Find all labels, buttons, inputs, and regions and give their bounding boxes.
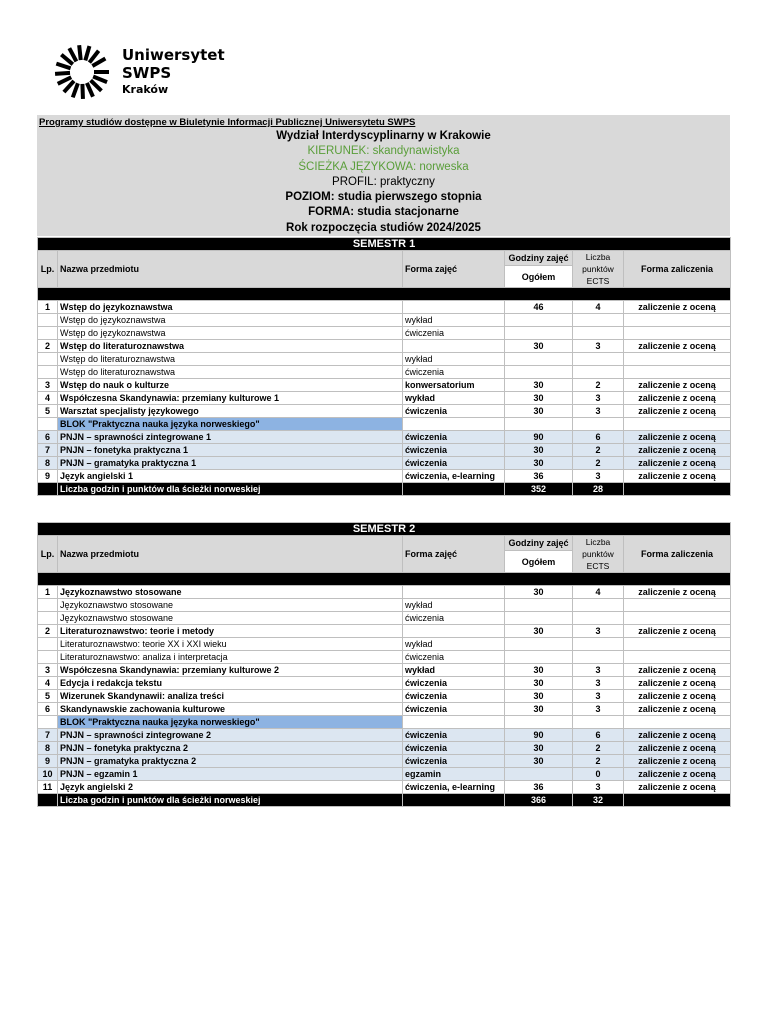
rok-line: Rok rozpoczęcia studiów 2024/2025 bbox=[286, 221, 481, 234]
row-forma: ćwiczenia, e-learning bbox=[403, 470, 505, 483]
subject-row bbox=[38, 405, 731, 418]
row-zaliczenie: zaliczenie z oceną bbox=[624, 703, 731, 716]
row-zaliczenie: zaliczenie z oceną bbox=[624, 729, 731, 742]
row-name: Język angielski 1 bbox=[58, 470, 403, 483]
row-lp bbox=[38, 327, 58, 340]
subject-row bbox=[38, 379, 731, 392]
row-forma bbox=[403, 301, 505, 314]
row-ects: 2 bbox=[573, 742, 624, 755]
poziom-line: POZIOM: studia pierwszego stopnia bbox=[285, 191, 482, 204]
row-name: Wstęp do językoznawstwa bbox=[58, 327, 403, 340]
row-name: Warsztat specjalisty językowego bbox=[58, 405, 403, 418]
row-lp: 5 bbox=[38, 405, 58, 418]
row-forma: ćwiczenia bbox=[403, 729, 505, 742]
separator-bar bbox=[38, 573, 731, 586]
row-forma: ćwiczenia bbox=[403, 651, 505, 664]
row-hours: 90 bbox=[505, 729, 573, 742]
row-ects bbox=[573, 638, 624, 651]
subject-row bbox=[38, 431, 731, 444]
row-hours bbox=[505, 651, 573, 664]
col-lp: Lp. bbox=[38, 536, 58, 573]
row-name: Literaturoznawstwo: analiza i interpretacja bbox=[58, 651, 403, 664]
row-hours bbox=[505, 716, 573, 729]
row-name: Językoznawstwo stosowane bbox=[58, 586, 403, 599]
row-forma: wykład bbox=[403, 599, 505, 612]
row-forma: ćwiczenia bbox=[403, 457, 505, 470]
row-ects bbox=[573, 716, 624, 729]
row-hours: 30 bbox=[505, 586, 573, 599]
subject-subrow bbox=[38, 651, 731, 664]
row-lp bbox=[38, 599, 58, 612]
row-zaliczenie: zaliczenie z oceną bbox=[624, 444, 731, 457]
row-lp: 4 bbox=[38, 677, 58, 690]
row-lp: 1 bbox=[38, 586, 58, 599]
row-lp: 8 bbox=[38, 742, 58, 755]
row-name: Wizerunek Skandynawii: analiza treści bbox=[58, 690, 403, 703]
row-name: Język angielski 2 bbox=[58, 781, 403, 794]
row-name: Literaturoznawstwo: teorie i metody bbox=[58, 625, 403, 638]
row-lp: 5 bbox=[38, 690, 58, 703]
row-ects bbox=[573, 327, 624, 340]
row-forma: wykład bbox=[403, 638, 505, 651]
row-zaliczenie bbox=[624, 612, 731, 625]
row-hours: 36 bbox=[505, 781, 573, 794]
row-zaliczenie: zaliczenie z oceną bbox=[624, 768, 731, 781]
subject-subrow bbox=[38, 327, 731, 340]
sum-label: Liczba godzin i punktów dla ścieżki norweskiej bbox=[58, 794, 403, 807]
col-ogolem: Ogółem bbox=[505, 551, 573, 573]
sum-hours: 366 bbox=[505, 794, 573, 807]
col-name: Nazwa przedmiotu bbox=[58, 536, 403, 573]
bip-link[interactable]: Programy studiów dostępne w Biuletynie Informacji Publicznej Uniwersytetu SWPS bbox=[39, 117, 416, 128]
row-name: Wstęp do literaturoznawstwa bbox=[58, 340, 403, 353]
row-lp: 6 bbox=[38, 703, 58, 716]
row-forma: ćwiczenia bbox=[403, 405, 505, 418]
row-lp: 7 bbox=[38, 444, 58, 457]
row-zaliczenie bbox=[624, 638, 731, 651]
row-hours: 30 bbox=[505, 392, 573, 405]
subject-row bbox=[38, 301, 731, 314]
row-hours: 30 bbox=[505, 664, 573, 677]
subject-row bbox=[38, 729, 731, 742]
row-name: BLOK "Praktyczna nauka języka norweskiego" bbox=[58, 716, 403, 729]
row-zaliczenie: zaliczenie z oceną bbox=[624, 690, 731, 703]
row-forma: ćwiczenia bbox=[403, 431, 505, 444]
row-lp bbox=[38, 418, 58, 431]
row-forma: ćwiczenia bbox=[403, 755, 505, 768]
row-zaliczenie bbox=[624, 366, 731, 379]
subject-subrow bbox=[38, 599, 731, 612]
subject-subrow bbox=[38, 353, 731, 366]
row-forma: ćwiczenia bbox=[403, 677, 505, 690]
row-zaliczenie: zaliczenie z oceną bbox=[624, 340, 731, 353]
sum-ects: 32 bbox=[573, 794, 624, 807]
row-zaliczenie: zaliczenie z oceną bbox=[624, 379, 731, 392]
row-name: Literaturoznawstwo: teorie XX i XXI wieku bbox=[58, 638, 403, 651]
row-hours: 36 bbox=[505, 470, 573, 483]
row-lp bbox=[38, 638, 58, 651]
row-ects bbox=[573, 353, 624, 366]
row-forma: ćwiczenia bbox=[403, 366, 505, 379]
row-forma bbox=[403, 340, 505, 353]
row-lp: 7 bbox=[38, 729, 58, 742]
row-ects: 2 bbox=[573, 755, 624, 768]
row-name: Językoznawstwo stosowane bbox=[58, 599, 403, 612]
row-hours bbox=[505, 353, 573, 366]
row-forma: konwersatorium bbox=[403, 379, 505, 392]
row-ects bbox=[573, 599, 624, 612]
row-hours bbox=[505, 638, 573, 651]
row-hours: 30 bbox=[505, 703, 573, 716]
row-lp: 2 bbox=[38, 340, 58, 353]
sum-label: Liczba godzin i punktów dla ścieżki norweskiej bbox=[58, 483, 403, 496]
row-hours: 30 bbox=[505, 405, 573, 418]
row-lp: 3 bbox=[38, 379, 58, 392]
program-header bbox=[37, 115, 730, 236]
row-forma: wykład bbox=[403, 392, 505, 405]
row-hours bbox=[505, 327, 573, 340]
subject-row bbox=[38, 768, 731, 781]
sum-row bbox=[38, 794, 731, 807]
row-ects: 3 bbox=[573, 625, 624, 638]
separator-bar bbox=[38, 288, 731, 301]
subject-subrow bbox=[38, 314, 731, 327]
row-ects bbox=[573, 314, 624, 327]
row-lp: 3 bbox=[38, 664, 58, 677]
row-name: Współczesna Skandynawia: przemiany kulturowe 2 bbox=[58, 664, 403, 677]
semester-title: SEMESTR 2 bbox=[38, 523, 731, 536]
swps-logo-icon bbox=[50, 44, 114, 100]
row-zaliczenie bbox=[624, 651, 731, 664]
row-lp bbox=[38, 366, 58, 379]
row-forma: ćwiczenia, e-learning bbox=[403, 781, 505, 794]
row-zaliczenie: zaliczenie z oceną bbox=[624, 392, 731, 405]
row-zaliczenie bbox=[624, 418, 731, 431]
row-forma: ćwiczenia bbox=[403, 327, 505, 340]
row-zaliczenie bbox=[624, 314, 731, 327]
row-hours: 30 bbox=[505, 379, 573, 392]
row-ects: 3 bbox=[573, 405, 624, 418]
row-name: BLOK "Praktyczna nauka języka norweskiego" bbox=[58, 418, 403, 431]
subject-subrow bbox=[38, 612, 731, 625]
row-ects: 3 bbox=[573, 470, 624, 483]
subject-subrow bbox=[38, 638, 731, 651]
row-name: Językoznawstwo stosowane bbox=[58, 612, 403, 625]
subject-row bbox=[38, 457, 731, 470]
row-zaliczenie: zaliczenie z oceną bbox=[624, 586, 731, 599]
row-hours: 30 bbox=[505, 755, 573, 768]
row-ects: 3 bbox=[573, 690, 624, 703]
row-name: PNJN – sprawności zintegrowane 2 bbox=[58, 729, 403, 742]
logo-line-2: SWPS bbox=[122, 64, 172, 82]
row-zaliczenie: zaliczenie z oceną bbox=[624, 470, 731, 483]
row-ects: 3 bbox=[573, 664, 624, 677]
row-name: Edycja i redakcja tekstu bbox=[58, 677, 403, 690]
subject-row bbox=[38, 392, 731, 405]
row-ects: 3 bbox=[573, 703, 624, 716]
row-hours: 90 bbox=[505, 431, 573, 444]
subject-row bbox=[38, 781, 731, 794]
row-ects: 0 bbox=[573, 768, 624, 781]
row-lp: 10 bbox=[38, 768, 58, 781]
subject-row bbox=[38, 470, 731, 483]
row-forma: wykład bbox=[403, 664, 505, 677]
subject-row bbox=[38, 742, 731, 755]
row-zaliczenie: zaliczenie z oceną bbox=[624, 301, 731, 314]
subject-row bbox=[38, 690, 731, 703]
row-forma: wykład bbox=[403, 314, 505, 327]
subject-row bbox=[38, 625, 731, 638]
row-zaliczenie: zaliczenie z oceną bbox=[624, 405, 731, 418]
row-name: Wstęp do literaturoznawstwa bbox=[58, 366, 403, 379]
col-ects: Liczba punktów ECTS bbox=[573, 536, 624, 573]
subject-row bbox=[38, 664, 731, 677]
row-zaliczenie bbox=[624, 599, 731, 612]
subject-row bbox=[38, 444, 731, 457]
row-ects bbox=[573, 366, 624, 379]
faculty-title: Wydział Interdyscyplinarny w Krakowie bbox=[276, 130, 491, 142]
block-row bbox=[38, 716, 731, 729]
row-ects: 3 bbox=[573, 392, 624, 405]
row-forma bbox=[403, 625, 505, 638]
row-ects: 2 bbox=[573, 457, 624, 470]
row-zaliczenie: zaliczenie z oceną bbox=[624, 457, 731, 470]
row-ects: 3 bbox=[573, 781, 624, 794]
row-hours: 30 bbox=[505, 457, 573, 470]
row-hours bbox=[505, 366, 573, 379]
col-forma: Forma zajęć bbox=[403, 536, 505, 573]
col-zal: Forma zaliczenia bbox=[624, 251, 731, 288]
row-hours: 30 bbox=[505, 742, 573, 755]
row-hours bbox=[505, 612, 573, 625]
row-hours: 30 bbox=[505, 625, 573, 638]
subject-row bbox=[38, 586, 731, 599]
row-hours bbox=[505, 314, 573, 327]
col-godziny: Godziny zajęć bbox=[505, 536, 573, 551]
sciezka-line: ŚCIEŻKA JĘZYKOWA: norweska bbox=[298, 160, 469, 173]
sum-ects: 28 bbox=[573, 483, 624, 496]
row-hours: 30 bbox=[505, 340, 573, 353]
row-ects: 4 bbox=[573, 301, 624, 314]
row-name: Wstęp do językoznawstwa bbox=[58, 314, 403, 327]
col-forma: Forma zajęć bbox=[403, 251, 505, 288]
row-hours: 30 bbox=[505, 690, 573, 703]
row-name: PNJN – egzamin 1 bbox=[58, 768, 403, 781]
subject-subrow bbox=[38, 366, 731, 379]
row-forma bbox=[403, 716, 505, 729]
col-zal: Forma zaliczenia bbox=[624, 536, 731, 573]
row-lp: 8 bbox=[38, 457, 58, 470]
row-hours bbox=[505, 599, 573, 612]
row-hours: 46 bbox=[505, 301, 573, 314]
col-ogolem: Ogółem bbox=[505, 266, 573, 288]
row-zaliczenie bbox=[624, 327, 731, 340]
row-name: PNJN – gramatyka praktyczna 2 bbox=[58, 755, 403, 768]
col-godziny: Godziny zajęć bbox=[505, 251, 573, 266]
row-lp bbox=[38, 353, 58, 366]
row-zaliczenie: zaliczenie z oceną bbox=[624, 755, 731, 768]
row-forma bbox=[403, 418, 505, 431]
row-lp: 9 bbox=[38, 755, 58, 768]
subject-row bbox=[38, 677, 731, 690]
sum-hours: 352 bbox=[505, 483, 573, 496]
row-forma bbox=[403, 586, 505, 599]
row-name: PNJN – gramatyka praktyczna 1 bbox=[58, 457, 403, 470]
row-lp: 6 bbox=[38, 431, 58, 444]
row-forma: egzamin bbox=[403, 768, 505, 781]
kierunek-line: KIERUNEK: skandynawistyka bbox=[307, 145, 460, 158]
semester-2-table bbox=[37, 522, 731, 807]
row-ects: 2 bbox=[573, 379, 624, 392]
row-name: PNJN – fonetyka praktyczna 2 bbox=[58, 742, 403, 755]
row-hours: 30 bbox=[505, 677, 573, 690]
row-ects bbox=[573, 651, 624, 664]
row-lp: 2 bbox=[38, 625, 58, 638]
row-name: Skandynawskie zachowania kulturowe bbox=[58, 703, 403, 716]
row-zaliczenie: zaliczenie z oceną bbox=[624, 625, 731, 638]
row-ects bbox=[573, 418, 624, 431]
row-forma: ćwiczenia bbox=[403, 690, 505, 703]
logo-line-3: Kraków bbox=[122, 83, 169, 96]
row-lp: 9 bbox=[38, 470, 58, 483]
row-ects: 3 bbox=[573, 340, 624, 353]
row-forma: ćwiczenia bbox=[403, 703, 505, 716]
row-name: Współczesna Skandynawia: przemiany kulturowe 1 bbox=[58, 392, 403, 405]
row-forma: wykład bbox=[403, 353, 505, 366]
row-name: PNJN – sprawności zintegrowane 1 bbox=[58, 431, 403, 444]
row-name: PNJN – fonetyka praktyczna 1 bbox=[58, 444, 403, 457]
row-name: Wstęp do językoznawstwa bbox=[58, 301, 403, 314]
row-zaliczenie: zaliczenie z oceną bbox=[624, 781, 731, 794]
row-zaliczenie: zaliczenie z oceną bbox=[624, 664, 731, 677]
row-ects: 2 bbox=[573, 444, 624, 457]
row-lp: 4 bbox=[38, 392, 58, 405]
row-forma: ćwiczenia bbox=[403, 444, 505, 457]
row-hours bbox=[505, 418, 573, 431]
row-zaliczenie: zaliczenie z oceną bbox=[624, 431, 731, 444]
profil-line: PROFIL: praktyczny bbox=[332, 175, 435, 188]
row-lp bbox=[38, 314, 58, 327]
row-ects bbox=[573, 612, 624, 625]
row-zaliczenie: zaliczenie z oceną bbox=[624, 677, 731, 690]
sum-row bbox=[38, 483, 731, 496]
row-lp: 1 bbox=[38, 301, 58, 314]
logo-line-1: Uniwersytet bbox=[122, 46, 225, 64]
subject-row bbox=[38, 703, 731, 716]
row-ects: 3 bbox=[573, 677, 624, 690]
row-hours: 30 bbox=[505, 444, 573, 457]
forma-line: FORMA: studia stacjonarne bbox=[308, 206, 459, 219]
subject-row bbox=[38, 755, 731, 768]
row-zaliczenie: zaliczenie z oceną bbox=[624, 742, 731, 755]
row-ects: 4 bbox=[573, 586, 624, 599]
row-ects: 6 bbox=[573, 431, 624, 444]
row-hours bbox=[505, 768, 573, 781]
row-zaliczenie bbox=[624, 716, 731, 729]
university-logo bbox=[50, 44, 230, 100]
row-lp bbox=[38, 651, 58, 664]
row-zaliczenie bbox=[624, 353, 731, 366]
semester-title: SEMESTR 1 bbox=[38, 238, 731, 251]
col-lp: Lp. bbox=[38, 251, 58, 288]
col-ects: Liczba punktów ECTS bbox=[573, 251, 624, 288]
row-lp bbox=[38, 612, 58, 625]
row-forma: ćwiczenia bbox=[403, 742, 505, 755]
semester-1-table bbox=[37, 237, 731, 496]
row-ects: 6 bbox=[573, 729, 624, 742]
row-lp bbox=[38, 716, 58, 729]
row-forma: ćwiczenia bbox=[403, 612, 505, 625]
subject-row bbox=[38, 340, 731, 353]
row-name: Wstęp do literaturoznawstwa bbox=[58, 353, 403, 366]
row-name: Wstęp do nauk o kulturze bbox=[58, 379, 403, 392]
row-lp: 11 bbox=[38, 781, 58, 794]
block-row bbox=[38, 418, 731, 431]
col-name: Nazwa przedmiotu bbox=[58, 251, 403, 288]
